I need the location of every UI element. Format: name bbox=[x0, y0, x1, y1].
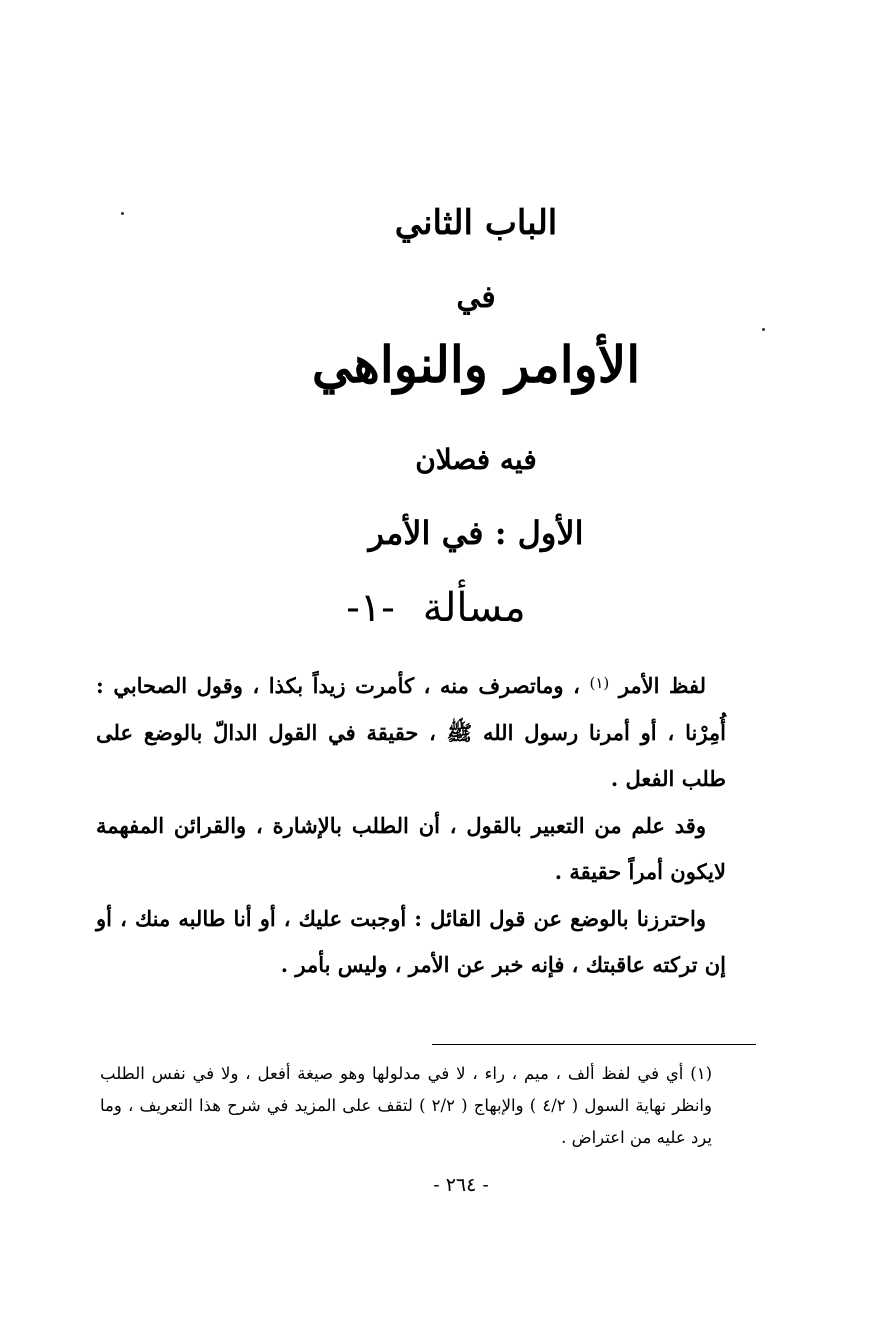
footnote-divider bbox=[432, 1044, 756, 1045]
issue-heading bbox=[0, 580, 872, 636]
chapter-note: فيه فصلان bbox=[415, 443, 537, 476]
paragraph-text: ، وماتصرف منه ، كأمرت زيداً بكذا ، وقول الصحابي : أُمِرْنا ، أو أمرنا رسول الله ﷺ ، حقيقة في القول الدالّ بالوضع على طلب الفعل . bbox=[96, 673, 726, 791]
footnote-text: (١) أي في لفظ ألف ، ميم ، راء ، لا في مدلولها وهو صيغة أفعل ، ولا في نفس الطلب وانظر نهاية السول ( ٤/٢ ) والإبهاج ( ٢/٢ ) لتقف على المزيد في شرح هذا التعريف ، وما يرد عليه من اعتراض . bbox=[100, 1064, 713, 1147]
body-text bbox=[96, 660, 726, 989]
footnote-reference: (١) bbox=[589, 674, 610, 692]
page-number: - ٢٦٤ - bbox=[433, 1174, 489, 1196]
chapter-title: الباب الثاني bbox=[394, 203, 558, 243]
issue-number: -١- bbox=[346, 585, 395, 631]
paragraph: وقد علم من التعبير بالقول ، أن الطلب بالإشارة ، والقرائن المفهمة لايكون أمراً حقيقة . bbox=[96, 812, 726, 884]
chapter-subject: الأوامر والنواهي bbox=[311, 335, 641, 394]
section-title: الأول : في الأمر bbox=[368, 514, 584, 552]
issue-label: مسألة bbox=[422, 585, 526, 631]
paragraph: واحترزنا بالوضع عن قول القائل : أوجبت عليك ، أو أنا طالبه منك ، أو إن تركته عاقبتك ، فإنه خبر عن الأمر ، وليس بأمر . bbox=[96, 905, 726, 977]
chapter-preposition: في bbox=[456, 280, 496, 315]
footnote bbox=[100, 1058, 712, 1154]
paragraph-text: لفظ الأمر bbox=[618, 673, 706, 698]
paragraph bbox=[96, 660, 726, 803]
